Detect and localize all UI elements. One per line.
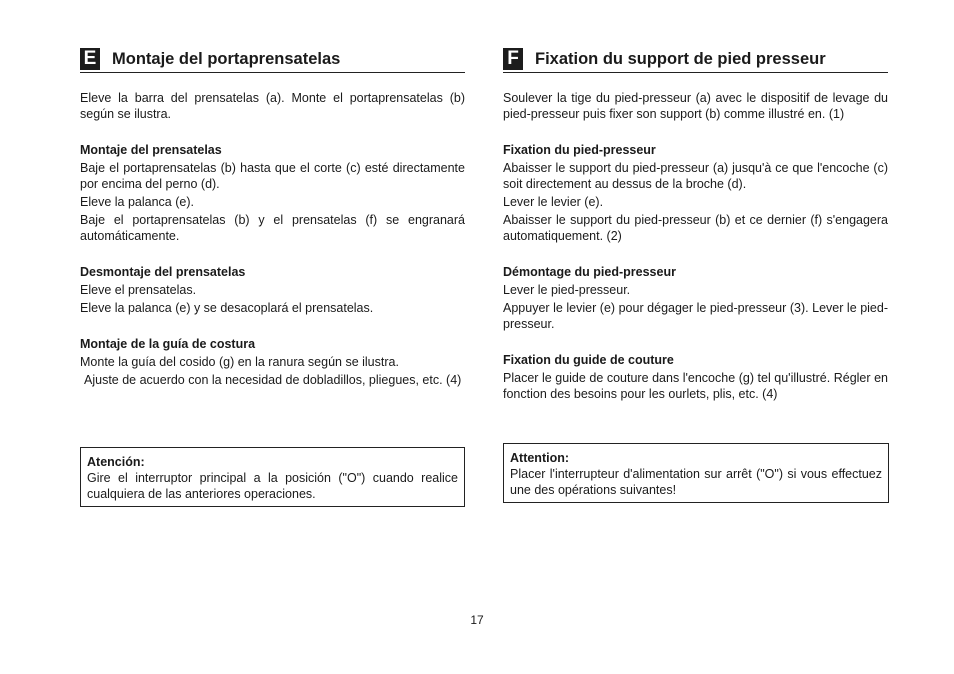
subheading: Démontage du pied-presseur bbox=[503, 265, 676, 279]
paragraph: Abaisser le support du pied-presseur (a) jusqu'à ce que l'encoche (c) soit directement au dessus de la broche (d). bbox=[503, 161, 888, 191]
section-heading bbox=[503, 46, 888, 73]
language-badge-f: F bbox=[503, 48, 523, 70]
paragraph: Eleve el prensatelas. bbox=[80, 283, 197, 297]
subheading: Montaje del prensatelas bbox=[80, 143, 222, 157]
section-title: Fixation du support de pied presseur bbox=[535, 50, 826, 68]
subheading: Desmontaje del prensatelas bbox=[80, 265, 246, 279]
section-spanish bbox=[80, 46, 465, 388]
caution-title: Attention: bbox=[510, 451, 570, 465]
paragraph: Monte la guía del cosido (g) en la ranura según se ilustra. bbox=[80, 355, 399, 369]
caution-text: Gire el interruptor principal a la posición ("O") cuando realice cualquiera de las anteriores operaciones. bbox=[87, 471, 458, 501]
section-heading bbox=[80, 46, 465, 73]
page-number: 17 bbox=[470, 613, 484, 627]
section-french bbox=[503, 46, 888, 402]
paragraph: Eleve la palanca (e) y se desacoplará el prensatelas. bbox=[80, 301, 374, 315]
language-badge-e: E bbox=[80, 48, 100, 70]
paragraph: Eleve la palanca (e). bbox=[80, 195, 194, 209]
subheading: Fixation du guide de couture bbox=[503, 353, 674, 367]
caution-title: Atención: bbox=[87, 455, 145, 469]
subheading: Fixation du pied-presseur bbox=[503, 143, 656, 157]
caution-box-french bbox=[503, 443, 889, 503]
paragraph: Ajuste de acuerdo con la necesidad de dobladillos, pliegues, etc. (4) bbox=[84, 373, 462, 387]
caution-box-spanish bbox=[80, 447, 465, 507]
paragraph: Abaisser le support du pied-presseur (b) et ce dernier (f) s'engagera automatiquement. (2) bbox=[503, 213, 888, 243]
paragraph: Placer le guide de couture dans l'encoche (g) tel qu'illustré. Régler en fonction des besoins pour les ourlets, plis, etc. (4) bbox=[503, 371, 888, 401]
paragraph: Lever le pied-presseur. bbox=[503, 283, 631, 297]
intro-paragraph: Soulever la tige du pied-presseur (a) avec le dispositif de levage du pied-presseur puis fixer son support (b) comme illustré en. (1) bbox=[503, 91, 888, 121]
paragraph: Appuyer le levier (e) pour dégager le pied-presseur (3). Lever le pied-presseur. bbox=[503, 301, 888, 331]
intro-paragraph: Eleve la barra del prensatelas (a). Monte el portaprensatelas (b) según se ilustra. bbox=[80, 91, 465, 121]
paragraph: Baje el portaprensatelas (b) hasta que el corte (c) esté directamente por encima del perno (d). bbox=[80, 161, 465, 191]
section-title: Montaje del portaprensatelas bbox=[112, 50, 341, 68]
caution-text: Placer l'interrupteur d'alimentation sur arrêt ("O") si vous effectuez une des opérations suivantes! bbox=[510, 467, 882, 497]
paragraph: Lever le levier (e). bbox=[503, 195, 604, 209]
subheading: Montaje de la guía de costura bbox=[80, 337, 256, 351]
paragraph: Baje el portaprensatelas (b) y el prensatelas (f) se engranará automáticamente. bbox=[80, 213, 465, 243]
